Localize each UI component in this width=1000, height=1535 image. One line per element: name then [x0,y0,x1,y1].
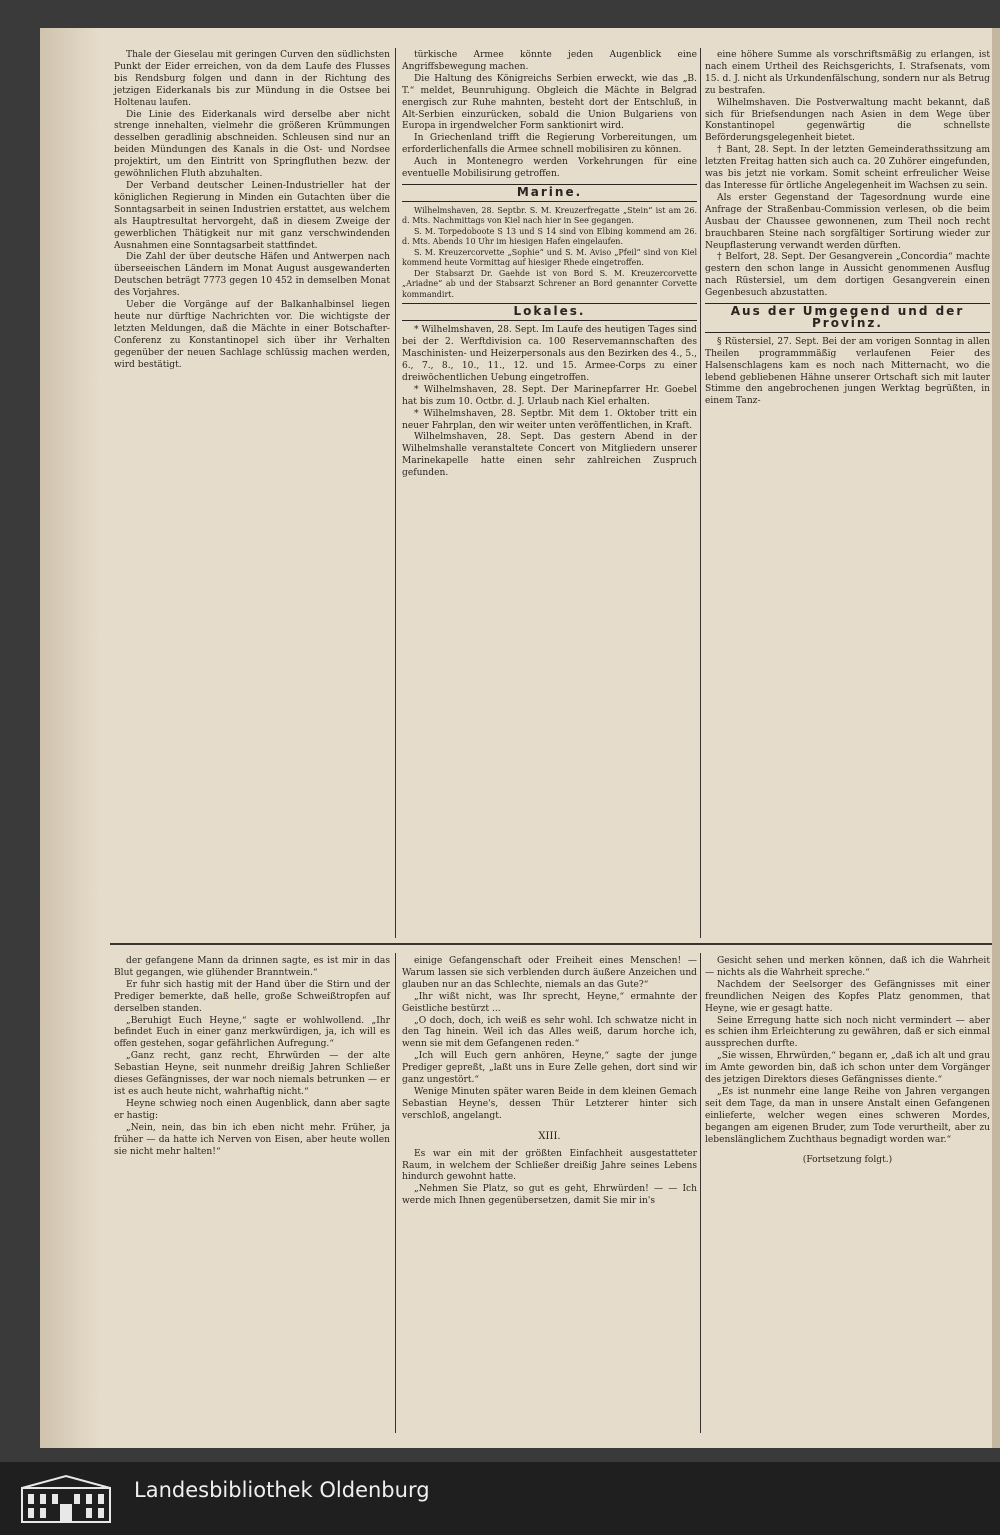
paragraph: Thale der Gieselau mit geringen Curven den südlichsten Punkt der Eider erreichen, von da dem Laufe des Flusses bis Rendsburg folgen und dann in der Richtung des jetzigen Eiderkanals bis zur Mündung in die Ostsee bei Holtenau laufen. [114,50,390,108]
marine-item: Wilhelmshaven, 28. Septbr. S. M. Kreuzerfregatte „Stein“ ist am 26. d. Mts. Nachmittags von Kiel nach hier in See gegangen. [402,205,697,226]
novel-paragraph: Wenige Minuten später waren Beide in dem kleinen Gemach Sebastian Heyne's, dessen Thür Letzterer hinter sich verschloß, angelangt. [402,1086,697,1121]
library-footer-bar [0,1462,1000,1535]
paragraph: † Belfort, 28. Sept. Der Gesangverein „Concordia“ machte gestern den schon lange in Aussicht genommenen Ausflug nach Rüstersiel, um dem dortigen Gesangverein einen Gegenbesuch abzustatten. [705,252,990,299]
page-binding-shadow [40,28,100,1448]
novel-paragraph: einige Gefangenschaft oder Freiheit eines Menschen! — Warum lassen sie sich verblenden durch äußere Anzeichen und glauben nur an das Schlechte, niemals an das Gute?“ [402,956,697,990]
paragraph: Auch in Montenegro werden Vorkehrungen für eine eventuelle Mobilisirung getroffen. [402,157,697,180]
novel-paragraph: „Sie wissen, Ehrwürden,“ begann er, „daß ich alt und grau im Amte geworden bin, daß ich schon unter dem Vorgänger des jetzigen Direktors dieses Gefängnisses diente.“ [705,1051,990,1086]
novel-paragraph: Er fuhr sich hastig mit der Hand über die Stirn und der Prediger bemerkte, daß helle, große Schweißtropfen auf derselben standen. [114,979,390,1014]
novel-paragraph: „Nehmen Sie Platz, so gut es geht, Ehrwürden! — — Ich werde mich Ihnen gegenübersetzen, damit Sie mir in's [402,1184,697,1207]
article-column-2 [402,50,697,480]
marine-item: S. M. Torpedoboote S 13 und S 14 sind von Elbing kommend am 26. d. Mts. Abends 10 Uhr im hiesigen Hafen eingelaufen. [402,226,697,247]
library-name: Landesbibliothek Oldenburg [134,1478,430,1502]
paragraph: Als erster Gegenstand der Tagesordnung wurde eine Anfrage der Straßenbau-Commission verlesen, ob die beim Ausbau der Chaussee gewonnenen, zum Theil noch recht brauchbaren Steine nach sorgfältiger Sortirung wieder zur Neupflasterung verwandt werden dürften. [705,192,990,251]
column-rule [395,48,396,938]
paragraph: Die Haltung des Königreichs Serbien erweckt, wie das „B. T.“ meldet, Beunruhigung. Obgleich die Mächte in Belgrad energisch zur Ruhe mahnten, besteht dort der Entschluß, in Alt-Serbien einzurücken, sobald die Union Bulgariens von Europa in irgendwelcher Form sanktionirt wird. [402,73,697,132]
feuilleton-divider [110,943,995,945]
lokales-item: * Wilhelmshaven, 28. Septbr. Mit dem 1. Oktober tritt ein neuer Fahrplan, den wir weiter unten veröffentlichen, in Kraft. [402,408,697,431]
lokales-item: Wilhelmshaven, 28. Sept. Das gestern Abend in der Wilhelmshalle veranstaltete Concert von Mitgliedern unserer Marinekapelle hatte einen sehr zahlreichen Zuspruch gefunden. [402,432,697,479]
marine-item: S. M. Kreuzercorvette „Sophie“ und S. M. Aviso „Pfeil“ sind von Kiel kommend heute Vormittag auf hiesiger Rhede eingetroffen. [402,247,697,268]
section-heading-lokales: Lokales. [402,303,697,321]
lokales-item: * Wilhelmshaven, 28. Sept. Der Marinepfarrer Hr. Goebel hat bis zum 10. Octbr. d. J. Urlaub nach Kiel erhalten. [402,384,697,407]
lokales-item: * Wilhelmshaven, 28. Sept. Im Laufe des heutigen Tages sind bei der 2. Werftdivision ca. 100 Reservemannschaften des Maschinisten- und Heizerpersonals aus den Bezirken des 4., 5., 6., 7., 8., 10., 11., 12. und 15. Armee-Corps zu einer dreiwöchentlichen Uebung eingetroffen. [402,325,697,383]
paragraph: Ueber die Vorgänge auf der Balkanhalbinsel liegen heute nur dürftige Nachrichten vor. Die wichtigste der letzten Meldungen, daß die Mächte in einer Botschafter-Conferenz zu Konstantinopel sich über ihr Verhalten gegenüber der neuen Sachlage schlüssig machen werden, wird bestätigt. [114,300,390,370]
chapter-number: XIII. [538,1130,561,1142]
novel-paragraph: Heyne schwieg noch einen Augenblick, dann aber sagte er hastig: [114,1098,390,1121]
paragraph: In Griechenland trifft die Regierung Vorbereitungen, um erforderlichenfalls die Armee schnell mobilisiren zu können. [402,133,697,156]
section-heading-umgegend: Aus der Umgegend und der Provinz. [705,303,990,333]
novel-paragraph: „Es ist nunmehr eine lange Reihe von Jahren vergangen seit dem Tage, da man in unsere Anstalt einen Gefangenen einlieferte, welcher wegen eines schweren Mordes, begangen am eigenen Bruder, zum Tode verurtheilt, aber zu lebenslänglichem Zuchthaus begnadigt worden war.“ [705,1086,990,1145]
novel-paragraph: Gesicht sehen und merken können, daß ich die Wahrheit — nichts als die Wahrheit spreche.“ [705,956,990,978]
paragraph: Wilhelmshaven. Die Postverwaltung macht bekannt, daß sich für Briefsendungen nach Asien in dem Wege über Konstantinopel gegenwärtig die schnellste Beförderungsgelegenheit bietet. [705,97,990,144]
column-rule [395,953,396,1433]
marine-item: Der Stabsarzt Dr. Gaehde ist von Bord S. M. Kreuzercorvette „Ariadne“ ab und der Stabsarzt Schrener an Bord genannter Corvette kommandirt. [402,268,697,299]
continued-note: (Fortsetzung folgt.) [802,1154,893,1165]
novel-paragraph: Nachdem der Seelsorger des Gefängnisses mit einer freundlichen Neigen des Kopfes Platz genommen, that Heyne, wie er gesagt hatte. [705,979,990,1014]
adjacent-page-edge [992,28,1000,1448]
paragraph: † Bant, 28. Sept. In der letzten Gemeinderathssitzung am letzten Freitag hatten sich auch ca. 20 Zuhörer eingefunden, was bis jetzt nie vorkam. Somit scheint erfreulicher Weise das Interesse für örtliche Angelegenheit im Wachsen zu sein. [705,145,990,191]
feuilleton-column-3 [705,956,990,1166]
newspaper-page [40,28,1000,1448]
article-column-3 [705,50,990,408]
paragraph: eine höhere Summe als vorschriftsmäßig zu erlangen, ist nach einem Urtheil des Reichsgerichts, I. Strafsenats, vom 15. d. J. nicht als Urkundenfälschung, sondern nur als Betrug zu bestrafen. [705,50,990,96]
column-rule [700,953,701,1433]
novel-paragraph: „Nein, nein, das bin ich eben nicht mehr. Früher, ja früher — da hatte ich Nerven von Eisen, aber heute wollen sie nicht mehr halten!“ [114,1122,390,1157]
novel-paragraph: Seine Erregung hatte sich noch nicht vermindert — aber es schien ihm Erleichterung zu gewähren, daß er sich einmal aussprechen durfte. [705,1015,990,1050]
column-rule [700,48,701,938]
novel-paragraph: „Ganz recht, ganz recht, Ehrwürden — der alte Sebastian Heyne, seit nunmehr dreißig Jahren Schließer dieses Gefängnisses, der war noch niemals betrunken — er ist es auch heute nicht, wahrhaftig nicht.“ [114,1051,390,1097]
paragraph: türkische Armee könnte jeden Augenblick eine Angriffsbewegung machen. [402,50,697,72]
novel-paragraph: der gefangene Mann da drinnen sagte, es ist mir in das Blut gegangen, wie glühender Branntwein.“ [114,956,390,978]
paragraph: Die Linie des Eiderkanals wird derselbe aber nicht strenge innehalten, vielmehr die größeren Krümmungen desselben geradlinig abschneiden. Schleusen sind nur an beiden Mündungen des Kanals in die Ost- und Nordsee projektirt, um den Eintritt von Springfluthen bezw. der gewöhnlichen Fluth abzuhalten. [114,109,390,180]
novel-paragraph: „Ihr wißt nicht, was Ihr sprecht, Heyne,“ ermahnte der Geistliche bestürzt ... [402,991,697,1014]
library-building-icon [20,1474,112,1524]
paragraph: Der Verband deutscher Leinen-Industrieller hat der königlichen Regierung in Minden ein Gutachten über die Sonntagsarbeit in seinen Industrien erstattet, aus welchem als Hauptresultat hervorgeht, daß in diesem Zweige der gewerblichen Thätigkeit nur mit ganz verschwindenden Ausnahmen eine Sonntagsarbeit stattfindet. [114,180,390,251]
novel-paragraph: Es war ein mit der größten Einfachheit ausgestatteter Raum, in welchem der Schließer dreißig Jahre seines Lebens hindurch gewohnt hatte. [402,1148,697,1183]
paragraph: Die Zahl der über deutsche Häfen und Antwerpen nach überseeischen Ländern im Monat August ausgewanderten Deutschen beträgt 7773 gegen 10 452 in demselben Monat des Vorjahres. [114,252,390,299]
article-column-1 [114,50,390,371]
umgegend-item: § Rüstersiel, 27. Sept. Bei der am vorigen Sonntag in allen Theilen programmmäßig verlaufenen Feier des Halsenschlagens kam es noch nach Mitternacht, wo die lebend gebliebenen Hähne unserer Ortschaft sich mit lauter Stimme den angebrochenen jungen Werktag begrüßten, in einem Tanz- [705,336,990,407]
section-heading-marine: Marine. [402,184,697,202]
feuilleton-column-1 [114,956,390,1158]
novel-paragraph: „Ich will Euch gern anhören, Heyne,“ sagte der junge Prediger gepreßt, „laßt uns in Eure Zelle gehen, dort sind wir ganz ungestört.“ [402,1051,697,1086]
feuilleton-column-2 [402,956,697,1208]
novel-paragraph: „O doch, doch, ich weiß es sehr wohl. Ich schwatze nicht in den Tag hinein. Weil ich das Alles weiß, darum horche ich, wenn sie mit dem Gefangenen reden.“ [402,1015,697,1050]
novel-paragraph: „Beruhigt Euch Heyne,“ sagte er wohlwollend. „Ihr befindet Euch in einer ganz merkwürdigen, ja, ich will es offen gestehen, sogar gefährlichen Aufregung.“ [114,1015,390,1050]
